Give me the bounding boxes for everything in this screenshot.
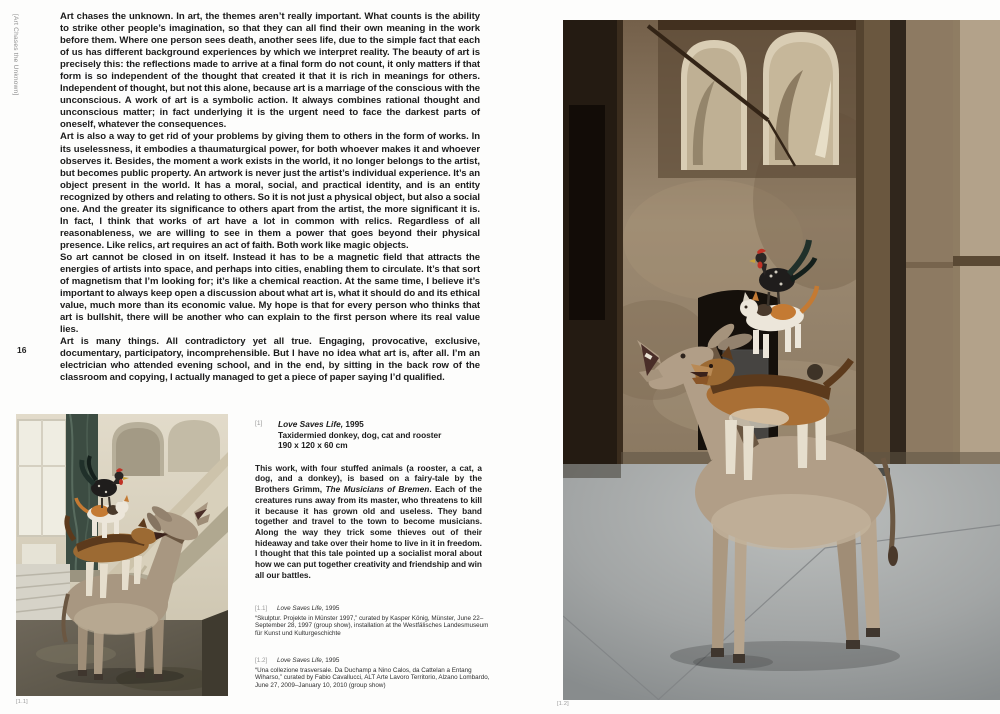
figure-label-left: [1.1] <box>16 699 28 705</box>
caption-column <box>255 419 482 581</box>
footnote-text: “Skulptur. Projekte in Münster 1997,” curated by Kasper König, Münster, June 22–September 28, 1997 (group show), installation at the Westfälisches Landesmuseum für Kunst und Kulturgeschichte <box>255 614 489 638</box>
steps <box>16 564 70 622</box>
caption-title-block <box>278 419 441 451</box>
vault-windows <box>648 20 858 178</box>
caption-marker: [1] <box>255 420 263 427</box>
caption-body: This work, with four stuffed animals (a rooster, a cat, a dog, and a donkey), is based on a fairy-tale by the Brothers Grimm, The Musicians of Bremen. Each of the creatures runs away from its master, who threatens to kill it because it has grown old and useless. They band together and travel to the town to become musicians. Along the way they trick some thieves out of their hideaway and take over their home to live in it in freedom. I thought that this tale pointed up a socialist moral about how we can put together creativity and friendship and win all our battles. <box>255 462 482 580</box>
figure-label-right: [1.2] <box>557 701 569 707</box>
essay-paragraph: Art is also a way to get rid of your problems by giving them to others in the form of works. In its uselessness, it embodies a thaumaturgical power, for both whoever makes it and whoever observes it. Besides, the moment a work exists in the world, it no longer belongs to the artist, but becomes public property. An artwork is never just the artist’s individual experience. It’s an object present in the world. It has a moral, social, and practical identity, and is an entity recognized by others and relating to others. So it is not just a physical object, but also a social one. And the greater its significance to others apart from the artist, the more significant it is. In fact, I think that works of art have a lot in common with relics. Regardless of all reasonableness, we are willing to see in them a power that goes beyond their physical presence. Like relics, art requires an act of faith. Both work like magic objects. <box>60 131 480 251</box>
page-number: 16 <box>17 345 27 355</box>
caption-title: Love Saves Life, 1995 <box>278 419 364 429</box>
essay-paragraph: Art chases the unknown. In art, the themes aren’t really important. What counts is the ability to strike other people’s imagination, so that they can all find their own meaning in the work before them. Where one person sees death, another sees life, due to the simple fact that each of us has different background experiences by which we interpret reality. The beauty of art is precisely this: the reflections made to arrive at a final form do not count, it only matters if that form is so independent of the thought that created it that it is rich in meanings for others. Independent of thought, but not this alone, because art is a marriage of the conscious with the unconscious. A work of art is a symbolic action. It always combines rational thought and unconscious matter; in fact underlying it is the urgent need to face the darkest parts of oneself, whatever the consequences. <box>60 11 480 131</box>
footnote-2 <box>255 657 492 690</box>
footnote-marker: [1.2] <box>255 657 268 664</box>
hall-illustration <box>563 20 1000 700</box>
footnote-text: “Una collezione trasversale. Da Duchamp a Nino Calos, da Cattelan a Entang Wiharso,” curated by Fabio Cavallucci, ALT Arte Lavoro Territorio, Alzano Lombardo, June 27, 2009–January 10, 2010 (group show) <box>255 666 490 690</box>
staircase-illustration <box>16 414 228 696</box>
left-shadow-wall <box>563 20 623 488</box>
essay-text <box>60 11 480 384</box>
running-title: [Art Chases the Unknown] <box>12 14 19 96</box>
footnote-title: Love Saves Life, 1995 <box>277 605 340 612</box>
caption-dimensions: 190 x 120 x 60 cm <box>278 440 348 451</box>
footnote-1 <box>255 605 492 638</box>
caption-medium: Taxidermied donkey, dog, cat and rooster <box>278 429 442 440</box>
essay-paragraph: So art cannot be closed in on itself. Instead it has to be a magnetic field that attracts the energies of artists into space, and perhaps into cities, enabling them to circulate. It’s that sort of magnetism that I’m looking for; it’s like a chemical reaction. At the same time, I believe it’s important to always keep open a discussion about what art is, what it should do and its ethical value, much more than its economic value. My hope is that for every person who thinks that art is bullshit, there will be another who can explain to the first person where its real value lies. <box>60 251 480 336</box>
figure-hall-photo <box>563 20 1000 700</box>
footnote-marker: [1.1] <box>255 605 268 612</box>
figure-staircase-photo <box>16 414 228 696</box>
essay-paragraph: Art is many things. All contradictory yet all true. Engaging, provocative, exclusive, documentary, participatory, incomprehensible. But I have no idea what art is, after all. I’m an electrician who attended evening school, and in the end, by sitting in the back row of the classroom and copying, I actually managed to get a piece of paper saying I’d qualified. <box>60 336 480 384</box>
footnote-title: Love Saves Life, 1995 <box>277 657 340 664</box>
